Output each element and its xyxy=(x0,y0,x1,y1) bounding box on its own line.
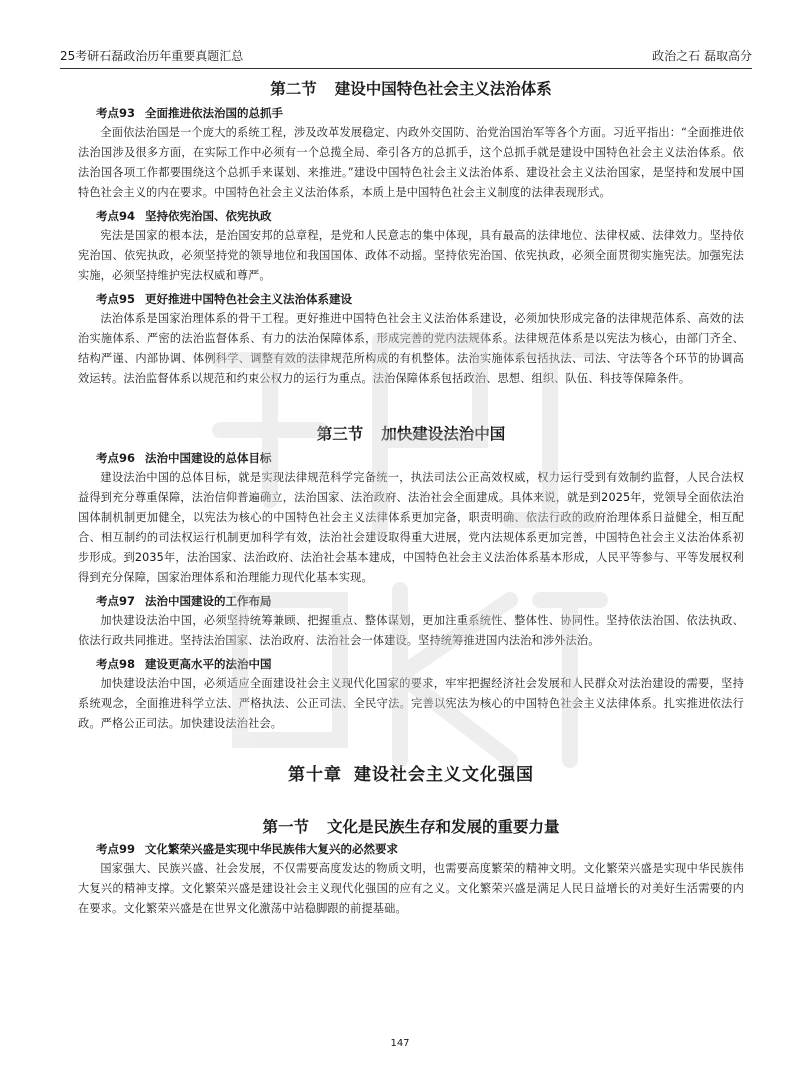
key-point-heading xyxy=(78,449,744,468)
page-content xyxy=(78,78,744,919)
key-point-title: 建设更高水平的法治中国 xyxy=(145,657,272,671)
section-number: 第二节 xyxy=(270,79,317,98)
key-point-number: 考点97 xyxy=(96,594,136,608)
header-slogan: 政治之石 磊取高分 xyxy=(652,49,752,63)
key-point-title: 坚持依宪治国、依宪执政 xyxy=(145,209,272,223)
key-point-heading xyxy=(78,840,744,859)
page-number: 147 xyxy=(390,1038,410,1049)
section-title-text: 文化是民族生存和发展的重要力量 xyxy=(327,817,560,836)
key-point-heading xyxy=(78,207,744,226)
key-point-number: 考点95 xyxy=(96,292,136,306)
paragraph: 宪法是国家的根本法，是治国安邦的总章程，是党和人民意志的集中体现，具有最高的法律地位、法律权威、法律效力。坚持依宪治国、依宪执政，必须坚持党的领导地位和我国国体、政体不动摇。坚持依宪治国、依宪执政，必须全面贯彻实施宪法。加强宪法实施，必须坚持维护宪法权威和尊严。 xyxy=(78,229,744,282)
paragraph: 国家强大、民族兴盛、社会发展，不仅需要高度发达的物质文明，也需要高度繁荣的精神文明。文化繁荣兴盛是实现中华民族伟大复兴的精神支撑。文化繁荣兴盛是建设社会主义现代化强国的应有之义。文化繁荣兴盛是满足人民日益增长的对美好生活需要的内在要求。文化繁荣兴盛是在世界文化激荡中站稳脚跟的前提基础。 xyxy=(78,862,744,915)
key-point-number: 考点99 xyxy=(96,842,136,856)
key-point-number: 考点94 xyxy=(96,209,136,223)
chapter-number: 第十章 xyxy=(288,765,342,785)
key-point-number: 考点96 xyxy=(96,451,136,465)
chapter-heading xyxy=(78,762,744,788)
section-title-text: 建设中国特色社会主义法治体系 xyxy=(334,79,552,98)
paragraph: 全面依法治国是一个庞大的系统工程，涉及改革发展稳定、内政外交国防、治党治国治军等各个方面。习近平指出：“全面推进依法治国涉及很多方面，在实际工作中必须有一个总揽全局、牵引各方的总抓手，这个总抓手就是建设中国特色社会主义法治体系。依法治国各项工作都要围绕这个总抓手来谋划、来推进。”建设中国特色社会主义法治体系、建设社会主义法治国家，是坚持和发展中国特色社会主义的内在要求。中国特色社会主义法治体系，本质上是中国特色社会主义制度的法律表现形式。 xyxy=(78,126,744,199)
key-point-heading xyxy=(78,592,744,611)
header-title: 25考研石磊政治历年重要真题汇总 xyxy=(60,49,244,63)
key-point-heading xyxy=(78,290,744,309)
section-heading xyxy=(78,78,744,100)
chapter-title-text: 建设社会主义文化强国 xyxy=(354,765,534,785)
paragraph: 加快建设法治中国，必须坚持统筹兼顾、把握重点、整体谋划，更加注重系统性、整体性、协同性。坚持依法治国、依法执政、依法行政共同推进。坚持法治国家、法治政府、法治社会一体建设。坚持统筹推进国内法治和涉外法治。 xyxy=(78,614,744,647)
page-header xyxy=(60,48,752,69)
key-point-title: 全面推进依法治国的总抓手 xyxy=(145,106,284,120)
key-point-number: 考点93 xyxy=(96,106,136,120)
key-point-number: 考点98 xyxy=(96,657,136,671)
key-point-title: 更好推进中国特色社会主义法治体系建设 xyxy=(145,292,353,306)
section-heading xyxy=(78,423,744,445)
section-number: 第三节 xyxy=(316,424,364,443)
section-number: 第一节 xyxy=(262,817,309,836)
key-point-title: 法治中国建设的总体目标 xyxy=(145,451,272,465)
key-point-heading xyxy=(78,104,744,123)
paragraph: 加快建设法治中国，必须适应全面建设社会主义现代化国家的要求，牢牢把握经济社会发展和人民群众对法治建设的需要，坚持系统观念，全面推进科学立法、严格执法、公正司法、全民守法。完善以宪法为核心的中国特色社会主义法律体系。扎实推进依法行政。严格公正司法。加快建设法治社会。 xyxy=(78,677,744,730)
paragraph: 法治体系是国家治理体系的骨干工程。更好推进中国特色社会主义法治体系建设，必须加快形成完备的法律规范体系、高效的法治实施体系、严密的法治监督体系、有力的法治保障体系，形成完善的党内法规体系。法律规范体系是以宪法为核心，由部门齐全、结构严谨、内部协调、体例科学、调整有效的法律规范所构成的有机整体。法治实施体系包括执法、司法、守法等各个环节的协调高效运转。法治监督体系以规范和约束公权力的运行为重点。法治保障体系包括政治、思想、组织、队伍、科技等保障条件。 xyxy=(78,312,744,385)
section-heading xyxy=(78,816,744,838)
section-title-text: 加快建设法治中国 xyxy=(381,424,506,443)
key-point-title: 法治中国建设的工作布局 xyxy=(145,594,272,608)
paragraph: 建设法治中国的总体目标，就是实现法律规范科学完备统一，执法司法公正高效权威，权力运行受到有效制约监督，人民合法权益得到充分尊重保障，法治信仰普遍确立，法治国家、法治政府、法治社会全面建成。具体来说，就是到2025年，党领导全面依法治国体制机制更加健全，以宪法为核心的中国特色社会主义法律体系更加完备，职责明确、依法行政的政府治理体系日益健全，相互配合、相互制约的司法权运行机制更加科学有效，法治社会建设取得重大进展，党内法规体系更加完善，中国特色社会主义法治体系初步形成。到2035年，法治国家、法治政府、法治社会基本建成，中国特色社会主义法治体系基本形成，人民平等参与、平等发展权利得到充分保障，国家治理体系和治理能力现代化基本实现。 xyxy=(78,471,744,584)
key-point-title: 文化繁荣兴盛是实现中华民族伟大复兴的必然要求 xyxy=(145,842,399,856)
key-point-heading xyxy=(78,655,744,674)
